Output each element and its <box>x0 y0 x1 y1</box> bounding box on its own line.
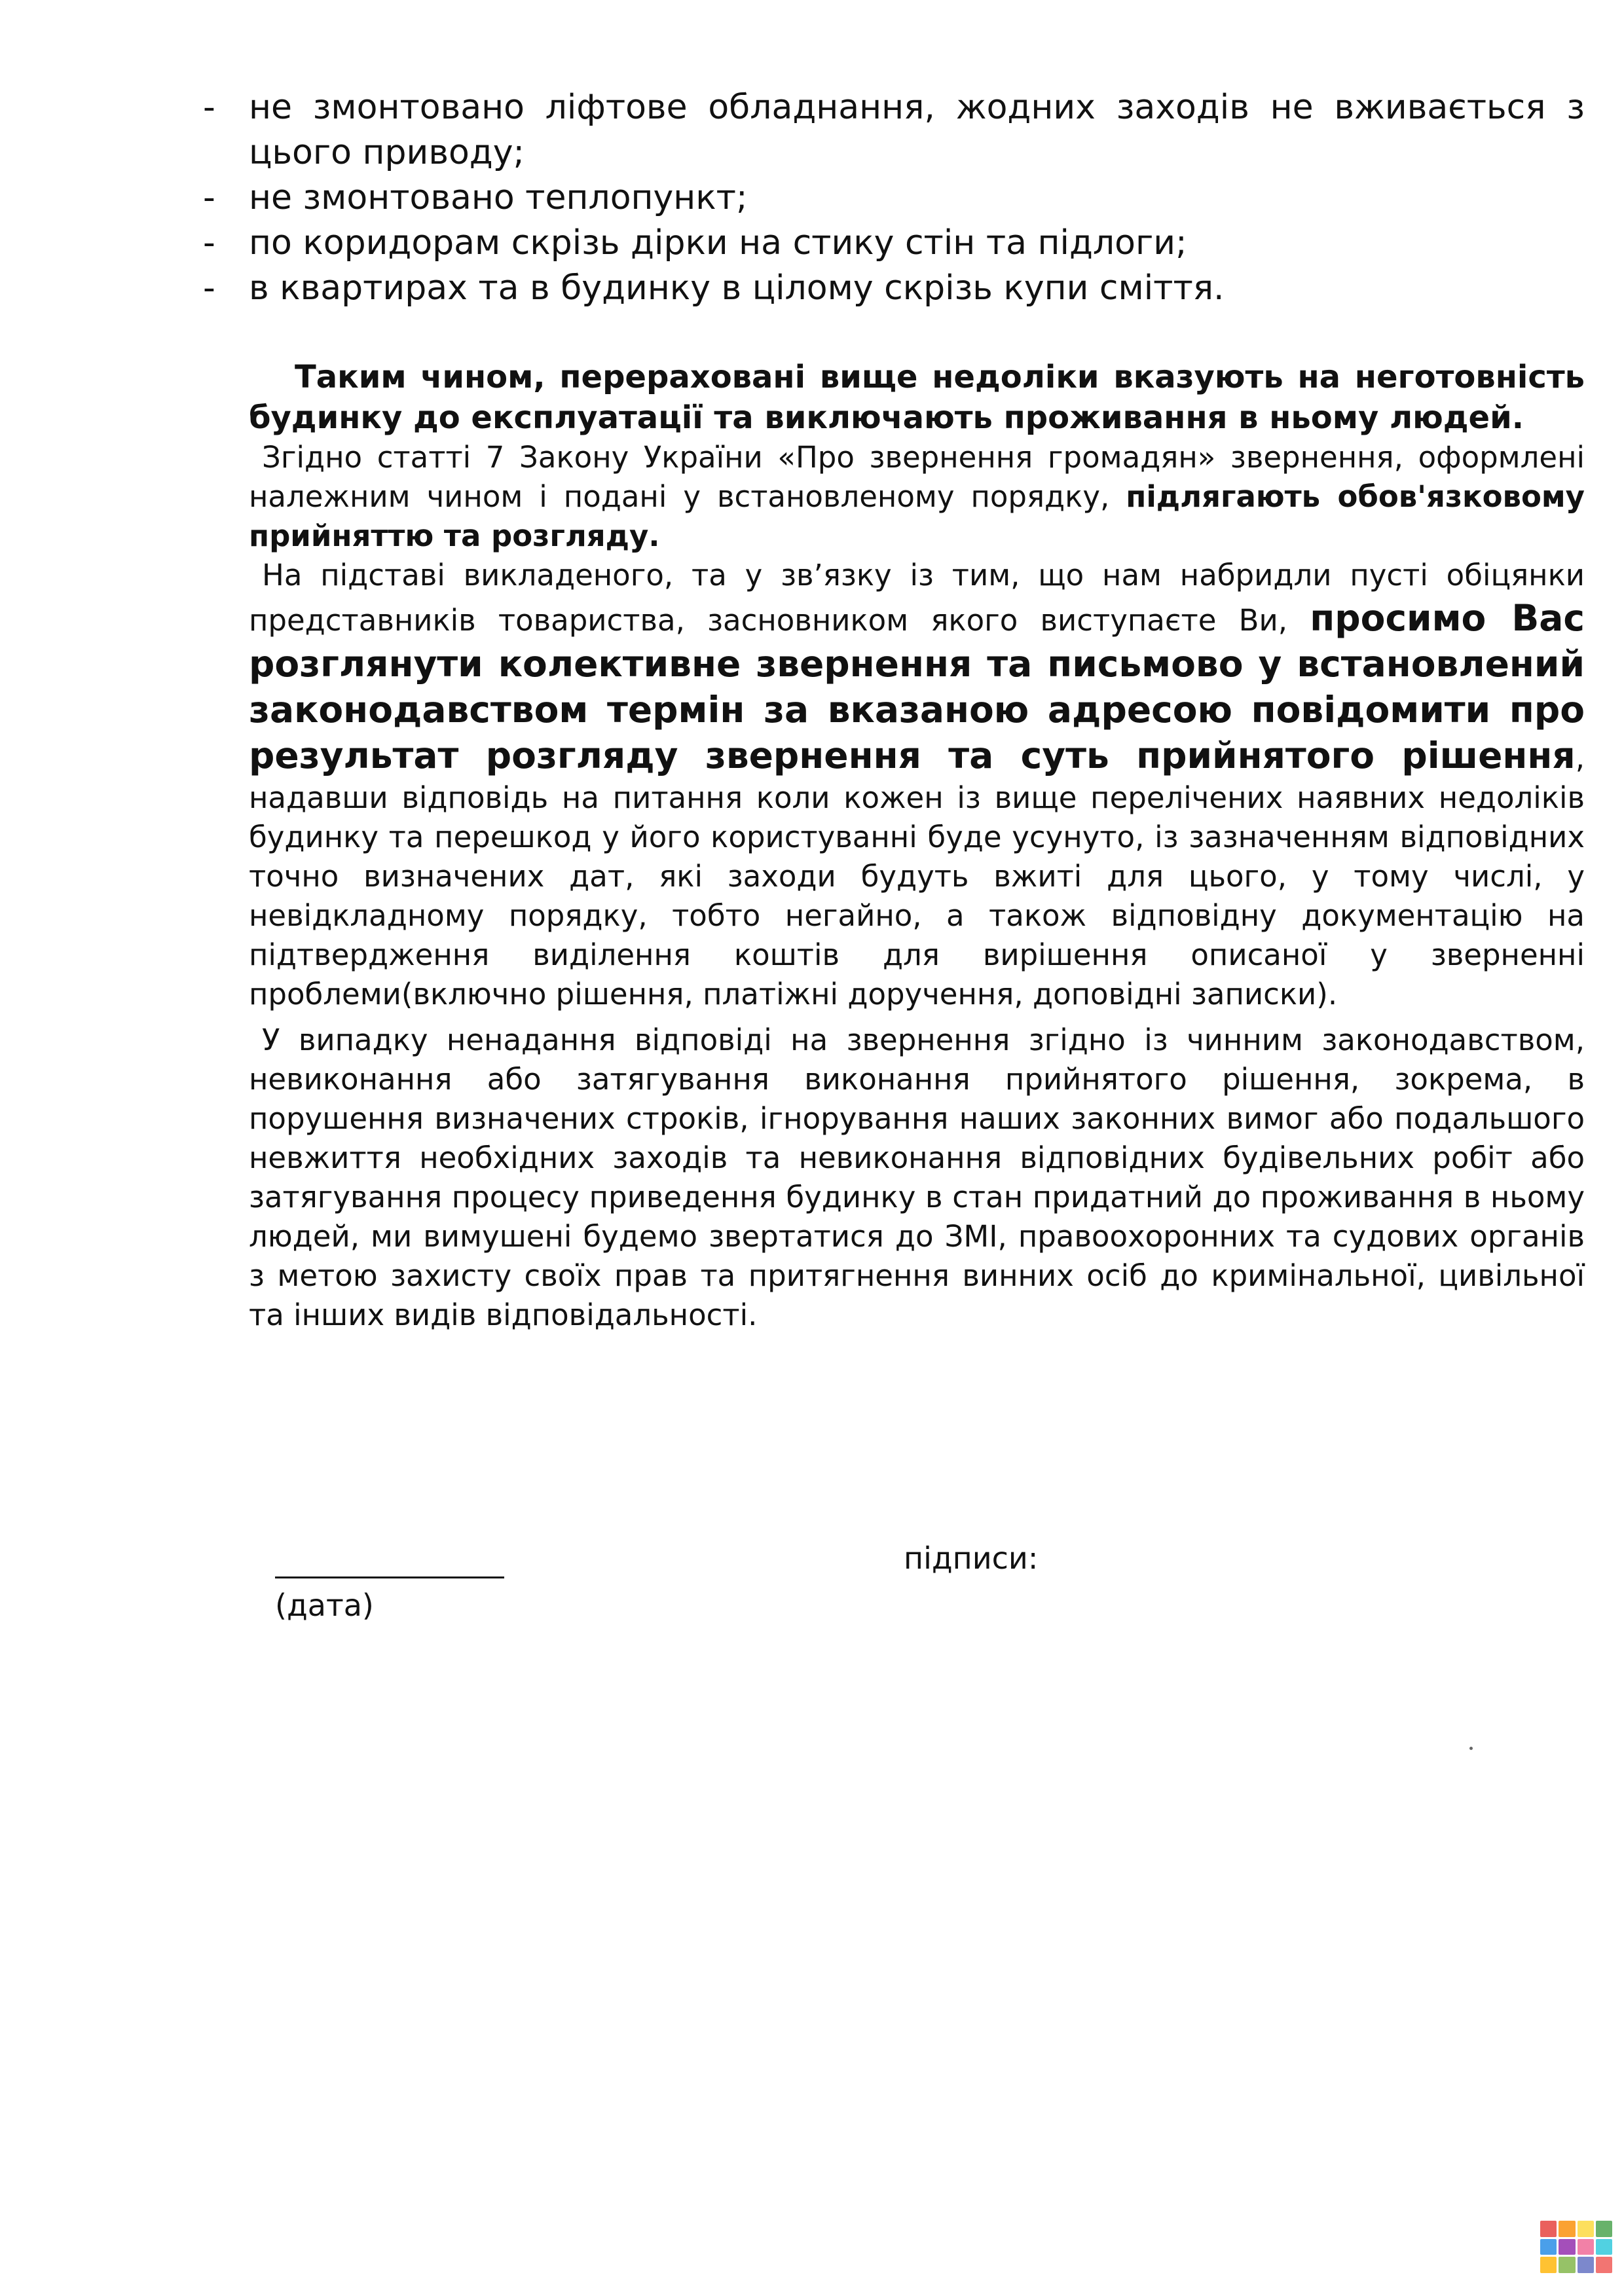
logo-tile <box>1578 2239 1594 2255</box>
list-item-text: не змонтовано теплопункт; <box>249 178 748 217</box>
conclusion-paragraph: Таким чином, перераховані вище недоліки вказують на неготовність будинку до експлуатації та виключають проживання в ньому людей. <box>249 359 1585 436</box>
list-item <box>203 266 1585 311</box>
list-item <box>203 221 1585 266</box>
logo-tile <box>1559 2257 1575 2273</box>
date-label: (дата) <box>275 1588 374 1623</box>
bullet-marker: - <box>203 88 215 127</box>
bullet-marker: - <box>203 178 215 217</box>
logo-tile <box>1540 2257 1557 2273</box>
letter-body <box>203 85 1585 1335</box>
list-item-text: в квартирах та в будинку в цілому скрізь купи сміття. <box>249 268 1225 308</box>
warning-paragraph: У випадку ненадання відповіді на звернення згідно із чинним законодавством, невиконання або затягування виконання прийнятого рішення, зокрема, в порушення визначених строків, ігнорування наших законних вимог або подальшого невжиття необхідних заходів та невиконання відповідних будівельних робіт або затягування процесу приведення будинку в стан придатний до проживання в ньому людей, ми вимушені будемо звертатися до ЗМІ, правоохоронних та судових органів з метою захисту своїх прав та притягнення винних осіб до кримінальної, цивільної та інших видів відповідальності. <box>249 1023 1585 1332</box>
logo-tile <box>1559 2239 1575 2255</box>
request-emphasis: просимо Вас розглянути колективне звернення та письмово у встановлений законодавством термін за вказаною адресою повідомити про результат розгляду звернення та суть прийнятого рішення <box>249 597 1585 776</box>
logo-tile <box>1540 2221 1557 2237</box>
list-item-text: по коридорам скрізь дірки на стику стін та підлоги; <box>249 223 1187 263</box>
law-paragraph <box>249 438 1585 556</box>
scan-speck <box>1469 1747 1473 1750</box>
logo-tile <box>1540 2239 1557 2255</box>
defects-list <box>203 85 1585 311</box>
signature-block <box>275 1539 1388 1643</box>
bullet-marker: - <box>203 223 215 263</box>
list-item <box>203 85 1585 175</box>
request-details: , надавши відповідь на питання коли кожен із вище перелічених наявних недоліків будинку та перешкод у його користуванні буде усунуто, із зазначенням відповідних точно визначених дат, які заходи будуть вжиті для цього, у тому числі, у невідкладному порядку, тобто негайно, а також відповідну документацію на підтвердження виділення коштів для вирішення описаної у зверненні проблеми(включно рішення, платіжні доручення, доповідні записки). <box>249 740 1585 1011</box>
logo-tile <box>1596 2257 1612 2273</box>
logo-tile <box>1578 2221 1594 2237</box>
law-text: Згідно статті 7 Закону України «Про звернення громадян» звернення, оформлені належним чином і подані у встановленому порядку, <box>249 440 1585 514</box>
logo-tile <box>1578 2257 1594 2273</box>
corner-logo <box>1540 2221 1612 2273</box>
logo-tile <box>1559 2221 1575 2237</box>
date-line <box>275 1576 504 1578</box>
bullet-marker: - <box>203 268 215 308</box>
request-intro: На підставі викладеного, та у зв’язку із тим, що нам набридли пусті обіцянки представників товариства, засновником якого виступаєте Ви, <box>249 558 1585 638</box>
logo-tile <box>1596 2239 1612 2255</box>
request-paragraph <box>249 556 1585 1014</box>
list-item-text: не змонтовано ліфтове обладнання, жодних заходів не вживається з цього приводу; <box>249 88 1585 172</box>
list-item <box>203 175 1585 221</box>
law-emphasis: підлягають обов'язковому прийняттю та розгляду. <box>249 479 1585 553</box>
logo-tile <box>1596 2221 1612 2237</box>
signatures-label: підписи: <box>904 1540 1039 1576</box>
